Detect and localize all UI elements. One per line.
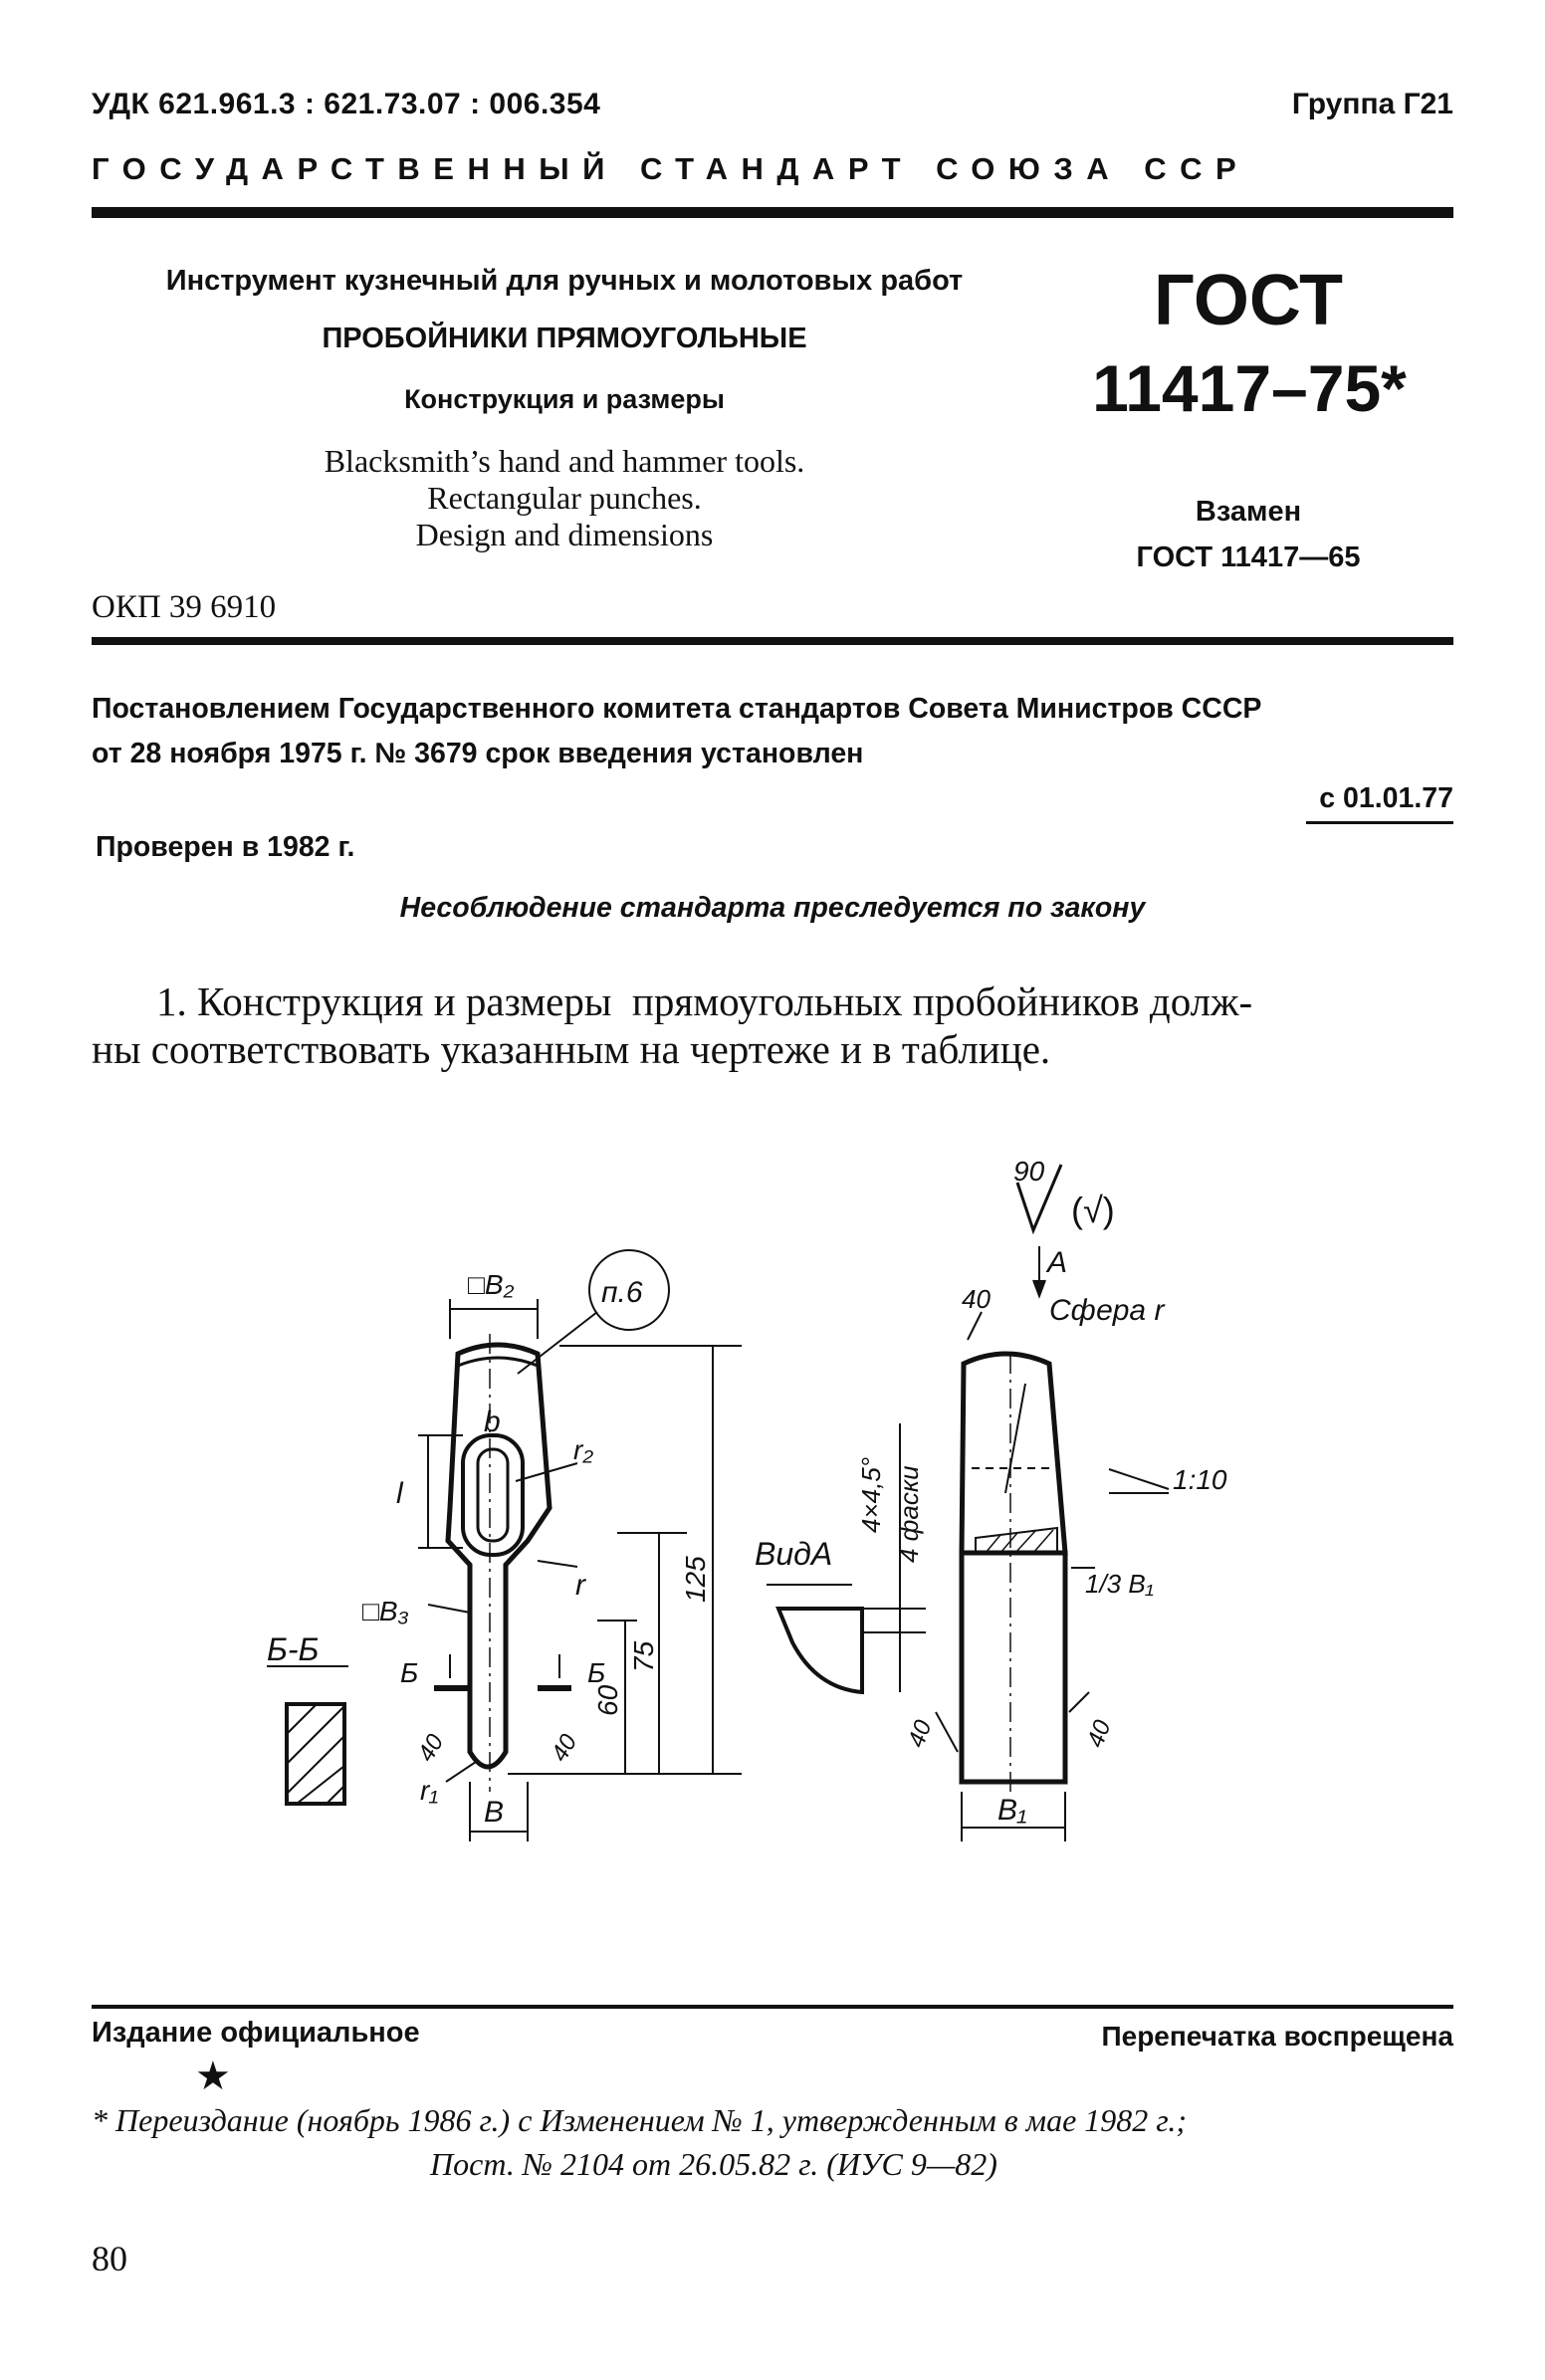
label-view-a: ВидА <box>755 1536 833 1572</box>
checked-year: Проверен в 1982 г. <box>96 831 355 863</box>
label-l: l <box>396 1477 403 1510</box>
label-dim-75: 75 <box>628 1640 659 1672</box>
label-cut-right: Б <box>587 1657 606 1688</box>
label-side-40-right: 40 <box>1081 1716 1117 1751</box>
decree-date: с 01.01.77 <box>1319 782 1453 814</box>
label-note-p6: п.6 <box>601 1276 643 1309</box>
title-en-1: Blacksmith’s hand and hammer tools. <box>324 443 805 479</box>
label-chamfer-2: 4 фаски <box>894 1465 924 1563</box>
gost-word: ГОСТ <box>1153 261 1344 340</box>
label-roughness-paren: (√) <box>1071 1190 1115 1230</box>
view-a-shape <box>778 1609 862 1692</box>
official-edition: Издание официальное <box>92 2017 420 2049</box>
label-dim-60: 60 <box>592 1684 623 1716</box>
punch-front-eye-outer <box>463 1435 523 1555</box>
label-sphere: Сфера r <box>1049 1294 1165 1327</box>
gost-number: 11417–75* <box>1092 351 1407 425</box>
title-line-2: ПРОБОЙНИКИ ПРЯМОУГОЛЬНЫЕ <box>322 323 807 354</box>
label-cut-left: Б <box>400 1657 419 1688</box>
para-1-line-2: ны соответствовать указанным на чертеже и в таблице. <box>92 1026 1051 1072</box>
label-roughness: 90 <box>1013 1156 1045 1187</box>
group-code: Группа Г21 <box>1291 88 1453 120</box>
para-1-line-1: 1. Конструкция и размеры прямоугольных пробойников долж- <box>156 978 1253 1024</box>
label-side-40-left: 40 <box>902 1716 938 1751</box>
standard-line: ГОСУДАРСТВЕННЫЙ СТАНДАРТ СОЮЗА ССР <box>92 151 1250 186</box>
label-B1: B₁ <box>997 1794 1027 1827</box>
label-dim-125: 125 <box>680 1556 711 1603</box>
label-top-40: 40 <box>962 1284 991 1314</box>
label-b: b <box>484 1406 501 1438</box>
title-en-2: Rectangular punches. <box>427 480 702 516</box>
label-section-bb: Б-Б <box>267 1631 320 1667</box>
label-sq-b3: □B₃ <box>362 1596 409 1626</box>
page-number: 80 <box>92 2239 127 2278</box>
decree-line-1: Постановлением Государственного комитета стандартов Совета Министров СССР <box>92 693 1262 725</box>
decree-line-2: от 28 ноября 1975 г. № 3679 срок введения установлен <box>92 738 864 769</box>
punch-side-lower <box>962 1553 1065 1782</box>
label-40-right: 40 <box>546 1729 583 1767</box>
label-r2: r₂ <box>573 1434 594 1465</box>
label-third-b1: 1/3 B₁ <box>1085 1569 1154 1599</box>
punch-front-head-line <box>458 1358 538 1366</box>
footnote-line-1: * Переиздание (ноябрь 1986 г.) с Изменением № 1, утвержденным в мае 1982 г.; <box>92 2102 1188 2138</box>
label-40-left: 40 <box>412 1729 450 1767</box>
replaces-label: Взамен <box>1195 496 1302 528</box>
okp-code: ОКП 39 6910 <box>92 589 277 625</box>
title-line-1: Инструмент кузнечный для ручных и молотовых работ <box>165 265 964 297</box>
title-line-3: Конструкция и размеры <box>404 384 725 414</box>
law-notice: Несоблюдение стандарта преследуется по закону <box>399 892 1146 924</box>
star-icon: ★ <box>195 2055 231 2098</box>
footnote-line-2: Пост. № 2104 от 26.05.82 г. (ИУС 9—82) <box>430 2146 997 2182</box>
label-sq-b2: □B₂ <box>468 1269 515 1300</box>
udk-code: УДК 621.961.3 : 621.73.07 : 006.354 <box>92 88 601 120</box>
label-r: r <box>575 1569 585 1602</box>
label-B: B <box>484 1796 505 1829</box>
label-arrow-a: А <box>1047 1246 1068 1279</box>
replaces-value: ГОСТ 11417—65 <box>1136 541 1361 573</box>
footer-rule <box>92 2005 1453 2009</box>
label-taper: 1:10 <box>1173 1464 1227 1495</box>
title-en-3: Design and dimensions <box>415 517 714 552</box>
reprint-notice: Перепечатка воспрещена <box>1101 2021 1453 2052</box>
punch-front-eye-inner <box>478 1449 508 1541</box>
label-r1: r₁ <box>420 1775 439 1806</box>
label-chamfer-1: 4×4,5° <box>856 1456 886 1533</box>
